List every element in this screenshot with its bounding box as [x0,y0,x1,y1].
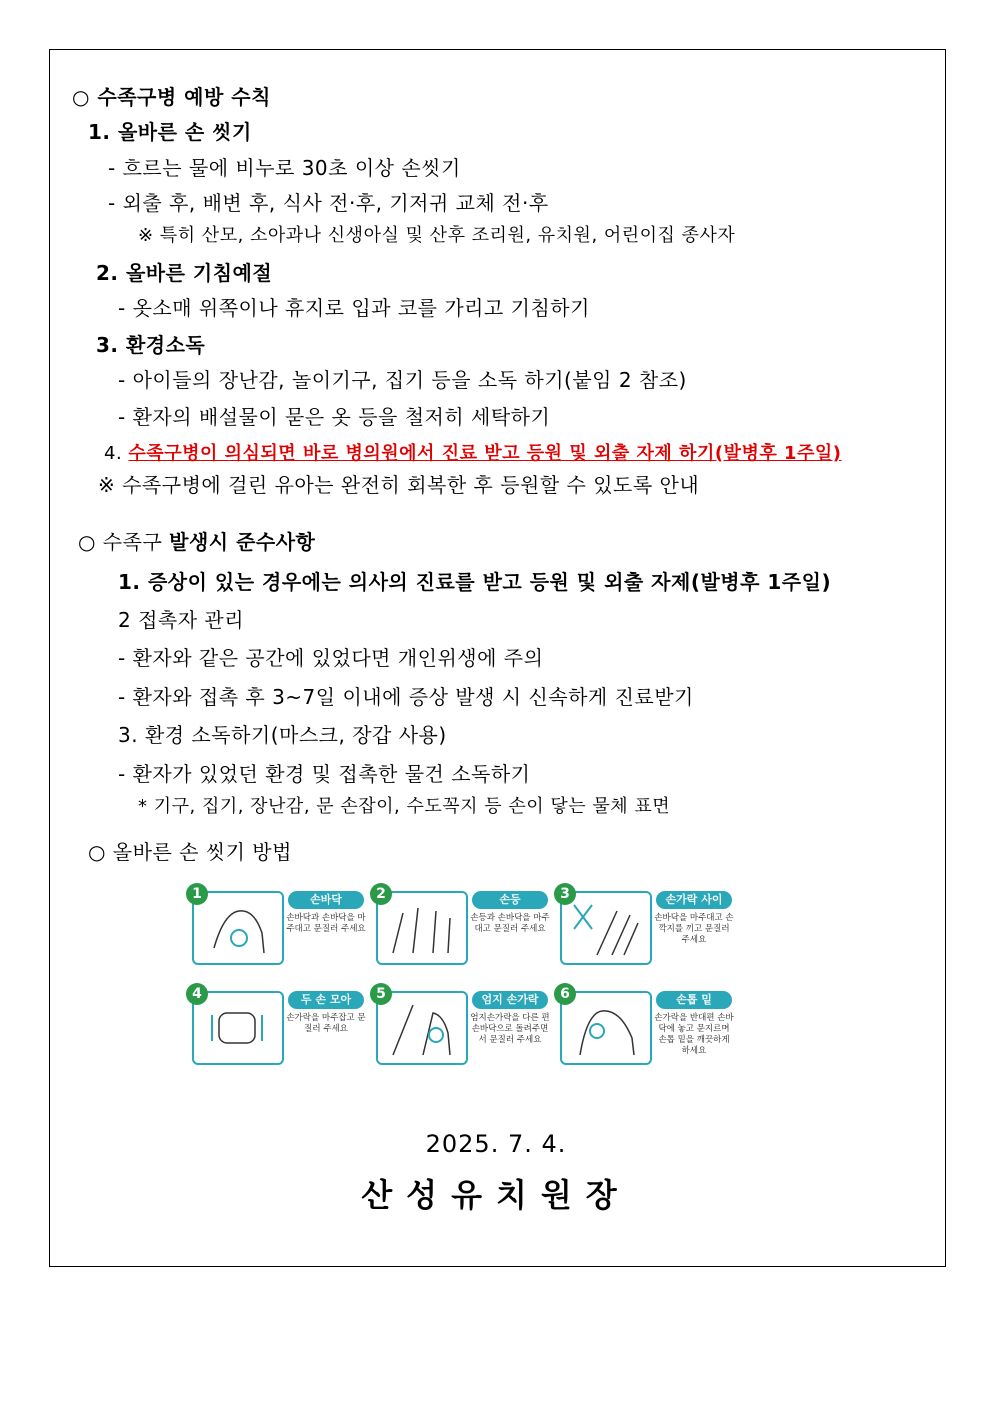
step-desc: 손바닥을 마주대고 손깍지를 끼고 문질러 주세요 [654,913,734,945]
s1-item1: 1. 올바른 손 씻기 [88,120,252,144]
s1-item3-sub1: - 아이들의 장난감, 놀이기구, 집기 등을 소독 하기(붙임 2 참조) [118,368,687,392]
s2-item3: 3. 환경 소독하기(마스크, 장갑 사용) [118,723,447,747]
step-title: 손등 [472,891,548,909]
step-number: 1 [186,883,208,905]
step-title: 손가락 사이 [656,891,732,909]
step-title: 손바닥 [288,891,364,909]
hands-palm-icon [192,891,284,965]
document-date: 2025. 7. 4. [425,1130,567,1158]
s1-item1-sub2: - 외출 후, 배변 후, 식사 전·후, 기저귀 교체 전·후 [108,191,549,215]
step-number: 2 [370,883,392,905]
hands-fingers-icon [560,891,652,965]
s2-item3-sub1: - 환자가 있었던 환경 및 접촉한 물건 소독하기 [118,762,531,786]
step-title: 손톱 밑 [656,991,732,1009]
step-desc: 손가락을 반대편 손바닥에 놓고 문지르며 손톱 밑을 깨끗하게 하세요 [654,1013,734,1056]
s1-note: ※ 수족구병에 걸린 유아는 완전히 회복한 후 등원할 수 있도록 안내 [98,473,700,497]
handwashing-steps-illustration [190,885,740,1070]
s1-item3: 3. 환경소독 [96,333,206,357]
s1-item4-num: 4. [104,443,123,464]
section3-heading: ○ 올바른 손 씻기 방법 [88,840,292,864]
signature-title: 산성유치원장 [361,1176,631,1214]
step-title: 엄지 손가락 [472,991,548,1009]
step-number: 6 [554,983,576,1005]
s2-item2: 2 접촉자 관리 [118,608,245,632]
handwash-step-5 [374,985,554,1070]
s1-item4-warning: 수족구병이 의심되면 바로 병의원에서 진료 받고 등원 및 외출 자제 하기(발병후 1주일) [128,443,842,464]
section2-heading-b: 발생시 준수사항 [169,530,316,554]
step-desc: 엄지손가락을 다른 편 손바닥으로 돌려주면서 문질러 주세요 [470,1013,550,1045]
s1-item4 [104,442,842,466]
s2-item3-note: * 기구, 집기, 장난감, 문 손잡이, 수도꼭지 등 손이 닿는 물체 표면 [138,796,671,817]
step-desc: 손바닥과 손바닥을 마주대고 문질러 주세요 [286,913,366,934]
step-title: 두 손 모아 [288,991,364,1009]
section1-heading: ○ 수족구병 예방 수칙 [72,85,271,109]
section2-heading-a: ○ 수족구 [78,530,170,554]
handwash-step-1 [190,885,370,970]
step-number: 4 [186,983,208,1005]
step-number: 5 [370,983,392,1005]
step-desc: 손가락을 마주잡고 문질러 주세요 [286,1013,366,1034]
hands-back-icon [376,891,468,965]
hands-nail-icon [560,991,652,1065]
handwash-step-6 [558,985,738,1070]
step-number: 3 [554,883,576,905]
handwash-step-3 [558,885,738,970]
hands-clasp-icon [192,991,284,1065]
section2-heading [78,530,315,554]
handwash-step-2 [374,885,554,970]
s2-item2-sub1: - 환자와 같은 공간에 있었다면 개인위생에 주의 [118,646,544,670]
s1-item2-sub1: - 옷소매 위쪽이나 휴지로 입과 코를 가리고 기침하기 [118,296,590,320]
s1-item2: 2. 올바른 기침예절 [96,261,273,285]
hands-thumb-icon [376,991,468,1065]
handwash-step-4 [190,985,370,1070]
s1-item3-sub2: - 환자의 배설물이 묻은 옷 등을 철저히 세탁하기 [118,405,551,429]
s2-item1: 1. 증상이 있는 경우에는 의사의 진료를 받고 등원 및 외출 자제(발병후 1주일) [118,570,832,594]
s1-item1-sub1: - 흐르는 물에 비누로 30초 이상 손씻기 [108,156,461,180]
s1-item1-note: ※ 특히 산모, 소아과나 신생아실 및 산후 조리원, 유치원, 어린이집 종사자 [138,225,736,246]
step-desc: 손등과 손바닥을 마주대고 문질러 주세요 [470,913,550,934]
s2-item2-sub2: - 환자와 접촉 후 3~7일 이내에 증상 발생 시 신속하게 진료받기 [118,685,694,709]
